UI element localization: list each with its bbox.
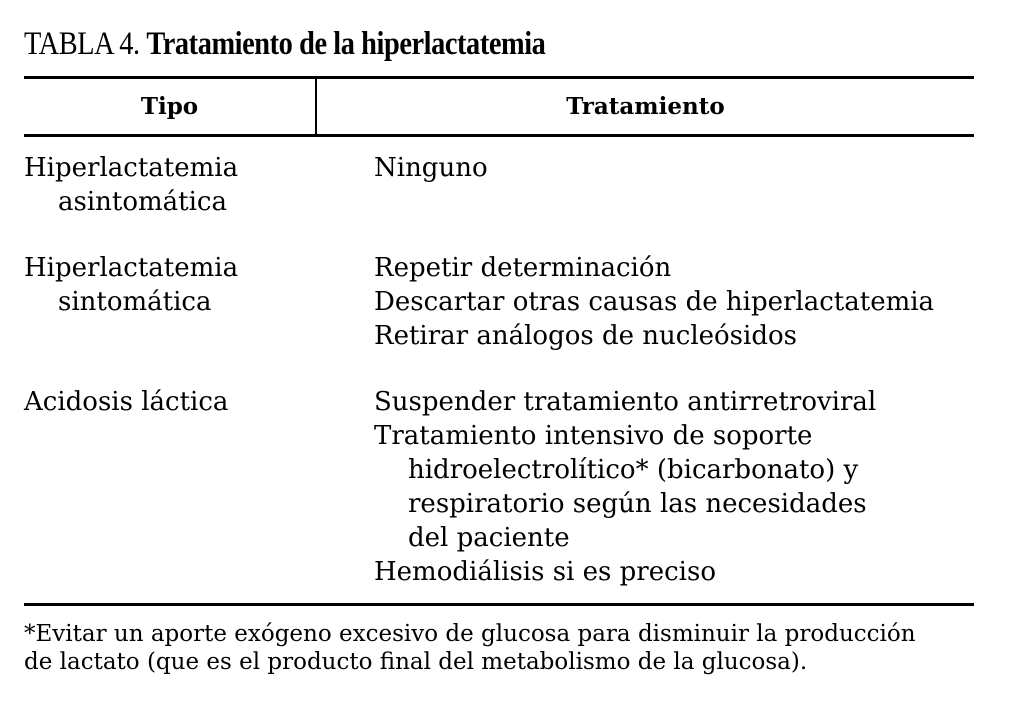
cell-tratamiento <box>374 385 974 589</box>
table-row <box>24 385 974 589</box>
cell-tratamiento <box>374 151 974 219</box>
table-container <box>24 22 974 676</box>
header-tratamiento: Tratamiento <box>566 93 725 120</box>
cell-text: Hiperlactatemia <box>24 153 239 183</box>
cell-text: hidroelectrolítico* (bicarbonato) y <box>408 455 859 485</box>
cell-tipo <box>24 251 374 353</box>
cell-text: Tratamiento intensivo de soporte <box>374 421 813 451</box>
cell-text: respiratorio según las necesidades <box>408 489 867 519</box>
cell-text: Retirar análogos de nucleósidos <box>374 321 797 351</box>
cell-text: del paciente <box>408 523 570 553</box>
cell-tipo <box>24 151 374 219</box>
header-tipo: Tipo <box>24 79 317 134</box>
cell-text: Suspender tratamiento antirretroviral <box>374 387 877 417</box>
cell-text: asintomática <box>58 187 227 217</box>
table-title <box>24 22 841 66</box>
table-number: TABLA 4. <box>24 26 140 62</box>
footnote-line: *Evitar un aporte exógeno excesivo de glucosa para disminuir la producción <box>24 621 916 647</box>
table-row <box>24 251 974 353</box>
bottom-rule <box>24 603 974 606</box>
cell-text: sintomática <box>58 287 212 317</box>
table-body <box>24 137 974 589</box>
cell-text: Ninguno <box>374 153 488 183</box>
cell-text: Hemodiálisis si es preciso <box>374 557 716 587</box>
footnote-line: de lactato (que es el producto final del metabolismo de la glucosa). <box>24 649 808 675</box>
table-caption: Tratamiento de la hiperlactatemia <box>146 26 546 62</box>
cell-text: Descartar otras causas de hiperlactatemia <box>374 287 935 317</box>
cell-text: Acidosis láctica <box>24 387 229 417</box>
cell-text: Hiperlactatemia <box>24 253 239 283</box>
cell-tipo <box>24 385 374 589</box>
table-row <box>24 151 974 219</box>
cell-text: Repetir determinación <box>374 253 672 283</box>
table-header <box>24 79 974 134</box>
cell-tratamiento <box>374 251 974 353</box>
footnote <box>24 620 974 676</box>
